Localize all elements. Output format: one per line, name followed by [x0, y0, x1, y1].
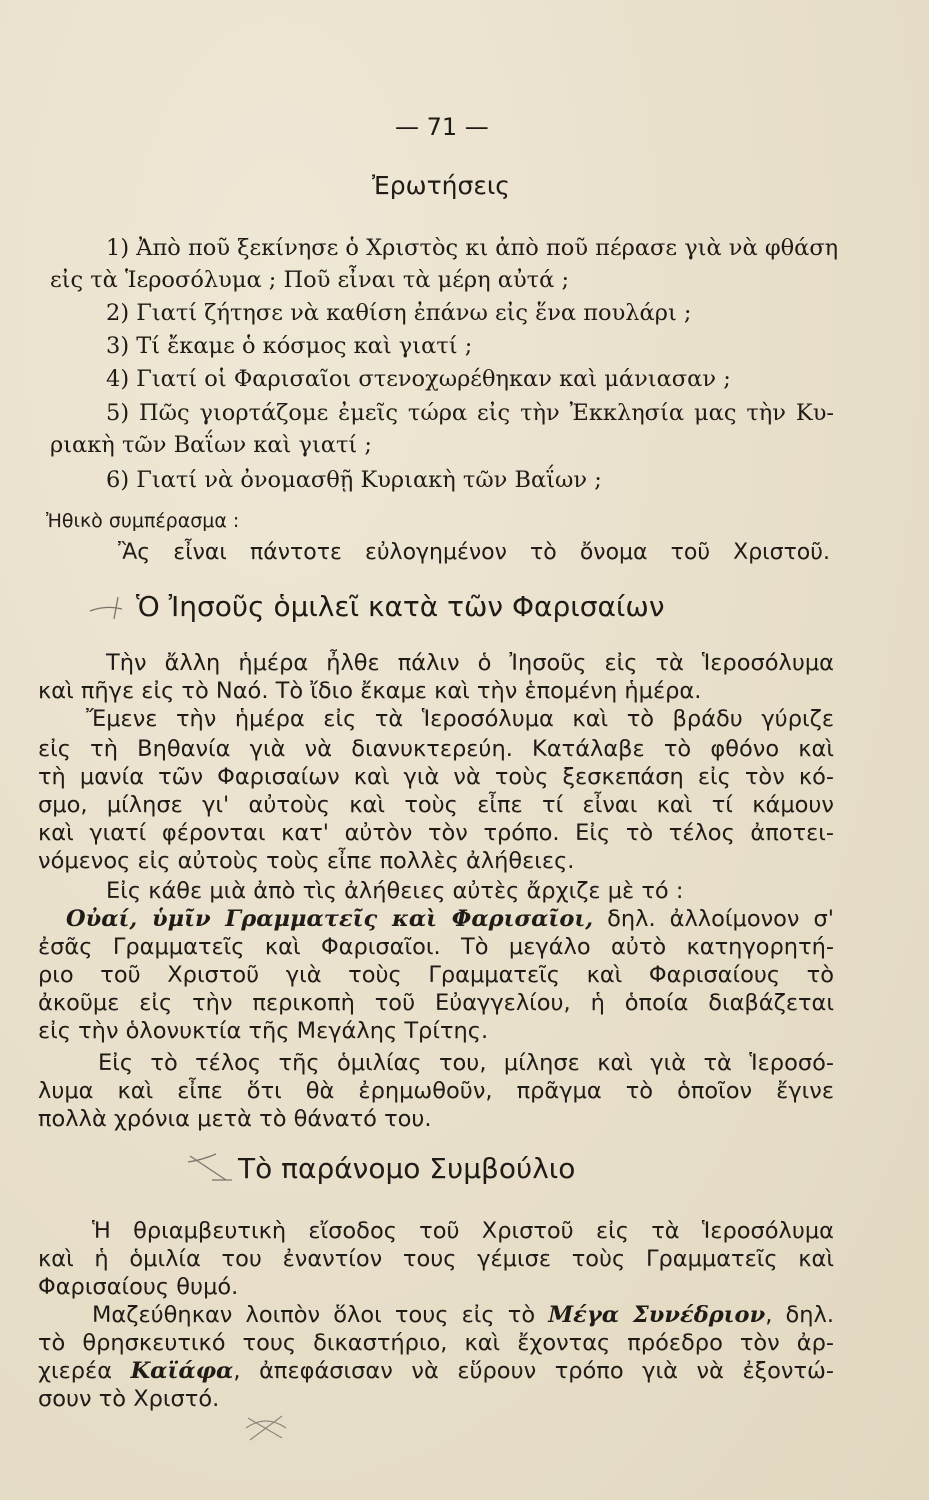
pencil-mark	[88, 593, 132, 623]
woe-line	[66, 904, 834, 934]
paragraph-line: τὸ θρησκευτικό τους δικαστήριο, καὶ ἔχοντας πρόεδρο τὸν ἀρ-	[38, 1330, 834, 1356]
caiaphas-line-start: χιερέα	[38, 1358, 113, 1384]
paragraph-line: εἰς τὴ Βηθανία γιὰ νὰ διανυκτερεύη. Κατάλαβε τὸ φθόνο καὶ	[38, 736, 834, 762]
pencil-scribble	[242, 1410, 292, 1444]
woe-phrase: Οὐαί, ὑμῖν Γραμματεῖς καὶ Φαρισαῖοι,	[66, 906, 594, 932]
paragraph-line: Εἰς τὸ τέλος τῆς ὁμιλίας του, μίλησε καὶ γιὰ τὰ Ἱεροσό-	[98, 1050, 834, 1076]
council-line-start: Μαζεύθηκαν λοιπὸν ὅλοι τους εἰς τὸ	[92, 1302, 536, 1328]
paragraph-line: νόμενος εἰς αὐτοὺς τοὺς εἶπε πολλὲς ἀλήθειες.	[38, 848, 575, 874]
question-1: 1) Ἀπὸ ποῦ ξεκίνησε ὁ Χριστὸς κι ἀπὸ ποῦ πέρασε γιὰ νὰ φθάση	[106, 235, 839, 261]
question-5-cont: ριακὴ τῶν Βαΐων καὶ γιατί ;	[50, 432, 372, 458]
paragraph-line: λυμα καὶ εἶπε ὅτι θὰ ἐρημωθοῦν, πρᾶγμα τὸ ὁποῖον ἔγινε	[38, 1078, 834, 1104]
question-5: 5) Πῶς γιορτάζομε ἐμεῖς τώρα εἰς τὴν Ἐκκλησία μας τὴν Κυ-	[106, 400, 834, 426]
paragraph-line: Φαρισαίους θυμό.	[38, 1274, 239, 1300]
caiaphas-line-end: , ἀπεφάσισαν νὰ εὕρουν τρόπο γιὰ νὰ ἐξοντώ-	[233, 1358, 835, 1384]
page-number: — 71 —	[395, 113, 489, 141]
question-6: 6) Γιατί νὰ ὀνομασθῇ Κυριακὴ τῶν Βαΐων ;	[106, 467, 602, 493]
paragraph-line: καὶ πῆγε εἰς τὸ Ναό. Τὸ ἴδιο ἔκαμε καὶ τὴν ἑπομένη ἡμέρα.	[38, 678, 702, 704]
paragraph-line: εἰς τὴν ὁλονυκτία τῆς Μεγάλης Τρίτης.	[38, 1018, 489, 1044]
paragraph-line: καὶ ἡ ὁμιλία του ἐναντίον τους γέμισε τοὺς Γραμματεῖς καὶ	[38, 1246, 834, 1272]
paragraph-line: τὴ μανία τῶν Φαρισαίων καὶ γιὰ νὰ τοὺς ξεσκεπάση εἰς τὸν κό-	[38, 764, 834, 790]
moral-text: Ἂς εἶναι πάντοτε εὐλογημένον τὸ ὄνομα τοῦ Χριστοῦ.	[118, 540, 830, 565]
paragraph-line: σουν τὸ Χριστό.	[38, 1386, 220, 1412]
paragraph-line: Ἡ θριαμβευτικὴ εἴσοδος τοῦ Χριστοῦ εἰς τὰ Ἱεροσόλυμα	[92, 1218, 834, 1244]
pencil-mark	[186, 1150, 238, 1186]
paragraph-line: ριο τοῦ Χριστοῦ γιὰ τοὺς Γραμματεῖς καὶ Φαρισαίους τὸ	[38, 962, 834, 988]
woe-rest: δηλ. ἀλλοίμονον σ'	[607, 906, 834, 932]
council-line	[92, 1300, 834, 1330]
caiaphas-line	[38, 1356, 834, 1386]
paragraph-line: Εἰς κάθε μιὰ ἀπὸ τὶς ἀλήθειες αὐτὲς ἄρχιζε μὲ τό :	[106, 878, 684, 904]
paragraph-line: καὶ γιατί φέρονται κατ' αὐτὸν τὸν τρόπο. Εἰς τὸ τέλος ἀποτει-	[38, 820, 834, 846]
great-sanhedrin: Μέγα Συνέδριον	[548, 1302, 766, 1328]
moral-label: Ἠθικὸ συμπέρασμα :	[46, 510, 240, 532]
section-title-council: Τὸ παράνομο Συμβούλιο	[238, 1152, 576, 1185]
question-2: 2) Γιατί ζήτησε νὰ καθίση ἐπάνω εἰς ἕνα πουλάρι ;	[106, 300, 692, 326]
paragraph-line: Ἔμενε τὴν ἡμέρα εἰς τὰ Ἱεροσόλυμα καὶ τὸ βράδυ γύριζε	[86, 706, 834, 732]
questions-title: Ἐρωτήσεις	[372, 171, 510, 200]
paragraph-line: ἐσᾶς Γραμματεῖς καὶ Φαρισαῖοι. Τὸ μεγάλο αὐτὸ κατηγορητή-	[38, 934, 834, 960]
paragraph-line: ἀκοῦμε εἰς τὴν περικοπὴ τοῦ Εὐαγγελίου, ἡ ὁποία διαβάζεται	[38, 990, 834, 1016]
caiaphas-name: Καϊάφα	[130, 1358, 234, 1384]
council-line-end: , δηλ.	[765, 1302, 835, 1328]
paragraph-line: σμο, μίλησε γι' αὐτοὺς καὶ τοὺς εἶπε τί εἶναι καὶ τί κάμουν	[38, 792, 834, 818]
section-title-pharisees: Ὁ Ἰησοῦς ὁμιλεῖ κατὰ τῶν Φαρισαίων	[136, 590, 665, 623]
question-4: 4) Γιατί οἱ Φαρισαῖοι στενοχωρέθηκαν καὶ μάνιασαν ;	[106, 366, 731, 392]
paragraph-line: Τὴν ἄλλη ἡμέρα ἦλθε πάλιν ὁ Ἰησοῦς εἰς τὰ Ἱεροσόλυμα	[106, 650, 834, 676]
question-3: 3) Τί ἔκαμε ὁ κόσμος καὶ γιατί ;	[106, 333, 473, 359]
question-1-cont: εἰς τὰ Ἱεροσόλυμα ; Ποῦ εἶναι τὰ μέρη αὐτά ;	[50, 267, 570, 293]
paragraph-line: πολλὰ χρόνια μετὰ τὸ θάνατό του.	[38, 1106, 432, 1132]
